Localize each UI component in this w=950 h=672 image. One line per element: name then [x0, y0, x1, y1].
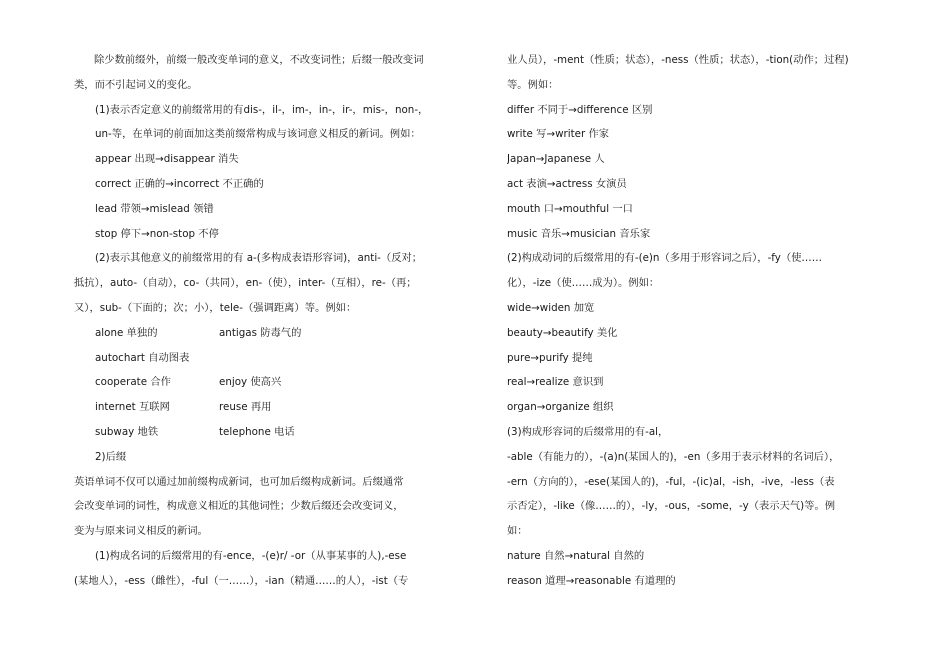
text-line: music 音乐→musician 音乐家 [507, 227, 651, 240]
left-column [74, 48, 468, 594]
text-line: 变为与原来词义相反的新词。 [74, 525, 208, 538]
text-line: 会改变单词的词性，构成意义相近的其他词性；少数后缀还会改变词义， [74, 500, 404, 513]
text-line: -ern（方向的），-ese(某国人的)，-ful，-(ic)al，-ish，-ive，-less（表 [507, 475, 835, 488]
text-line: 化），-ize（使……成为）。例如： [507, 277, 660, 290]
example-word: enjoy 使高兴 [219, 376, 282, 389]
example-word: reuse 再用 [219, 401, 272, 414]
text-line: real→realize 意识到 [507, 376, 604, 389]
text-line: 除少数前缀外，前缀一般改变单词的意义，不改变词性；后缀一般改变词 [94, 54, 424, 66]
text-line: -able（有能力的），-(a)n(某国人的)，-en（多用于表示材料的名词后）， [507, 450, 840, 463]
example-word: alone 单独的 [95, 326, 158, 339]
text-line: mouth 口→mouthful 一口 [507, 202, 633, 215]
example-pair-row [74, 346, 468, 371]
text-line: 又），sub-（下面的；次；小），tele-（强调距离）等。例如： [74, 301, 357, 314]
text-line: appear 出现→disappear 消失 [95, 153, 239, 166]
text-line: organ→organize 组织 [507, 401, 614, 414]
example-word: cooperate 合作 [95, 376, 171, 389]
text-line: 抵抗），auto-（自动），co-（共同），en-（使），inter-（互相），re-（再； [74, 277, 417, 290]
text-line: 英语单词不仅可以通过加前缀构成新词，也可加后缀构成新词。后缀通常 [74, 475, 404, 488]
text-line: pure→purify 提纯 [507, 351, 593, 364]
example-pair-row [74, 420, 468, 445]
text-line: Japan→Japanese 人 [507, 153, 605, 166]
text-line: 业人员），-ment（性质；状态），-ness（性质；状态），-tion(动作；过程) [507, 54, 849, 66]
text-line: write 写→writer 作家 [507, 128, 610, 141]
right-column [507, 48, 879, 594]
text-line: act 表演→actress 女演员 [507, 177, 627, 190]
text-line: (2)构成动词的后缀常用的有-(e)n（多用于形容词之后），-fy（使…… [507, 252, 823, 265]
text-line: (3)构成形容词的后缀常用的有-al， [507, 425, 669, 438]
text-line: 等。例如： [507, 78, 559, 91]
text-line: 类，而不引起词义的变化。 [74, 78, 198, 91]
text-line: 示否定），-like（像……的），-ly，-ous，-some，-y（表示天气)等。例 [507, 500, 836, 513]
text-line: (1)表示否定意义的前缀常用的有dis-，il-，im-，in-，ir-，mis-，non-， [95, 103, 429, 116]
text-line: wide→widen 加宽 [507, 301, 595, 314]
text-line: (1)构成名词的后缀常用的有-ence，-(e)r/ -or（从事某事的人),-ese [95, 549, 407, 562]
example-word: subway 地铁 [95, 425, 159, 438]
example-pair-row [74, 395, 468, 420]
text-line: 如： [507, 525, 528, 538]
example-pair-row [74, 321, 468, 346]
text-line: beauty→beautify 美化 [507, 326, 618, 339]
text-line: nature 自然→natural 自然的 [507, 549, 645, 562]
example-word: internet 互联网 [95, 401, 170, 414]
text-line: correct 正确的→incorrect 不正确的 [95, 177, 264, 190]
text-line: reason 道理→reasonable 有道理的 [507, 574, 676, 587]
text-line: differ 不同于→difference 区别 [507, 103, 653, 116]
example-word: autochart 自动图表 [95, 351, 190, 364]
example-word: telephone 电话 [219, 425, 295, 438]
example-pair-row [74, 370, 468, 395]
text-line: un-等，在单词的前面加这类前缀常构成与该词意义相反的新词。例如： [95, 128, 421, 141]
text-line: stop 停下→non-stop 不停 [95, 227, 219, 240]
text-line: (2)表示其他意义的前缀常用的有 a-(多构成表语形容词)，anti-（反对； [95, 252, 423, 265]
example-word: antigas 防毒气的 [219, 326, 302, 339]
text-line: (某地人），-ess（雌性），-ful（一……），-ian（精通……的人），-ist（专 [74, 574, 409, 587]
section-heading: 2)后缀 [95, 450, 127, 463]
text-line: lead 带领→mislead 领错 [95, 202, 214, 215]
